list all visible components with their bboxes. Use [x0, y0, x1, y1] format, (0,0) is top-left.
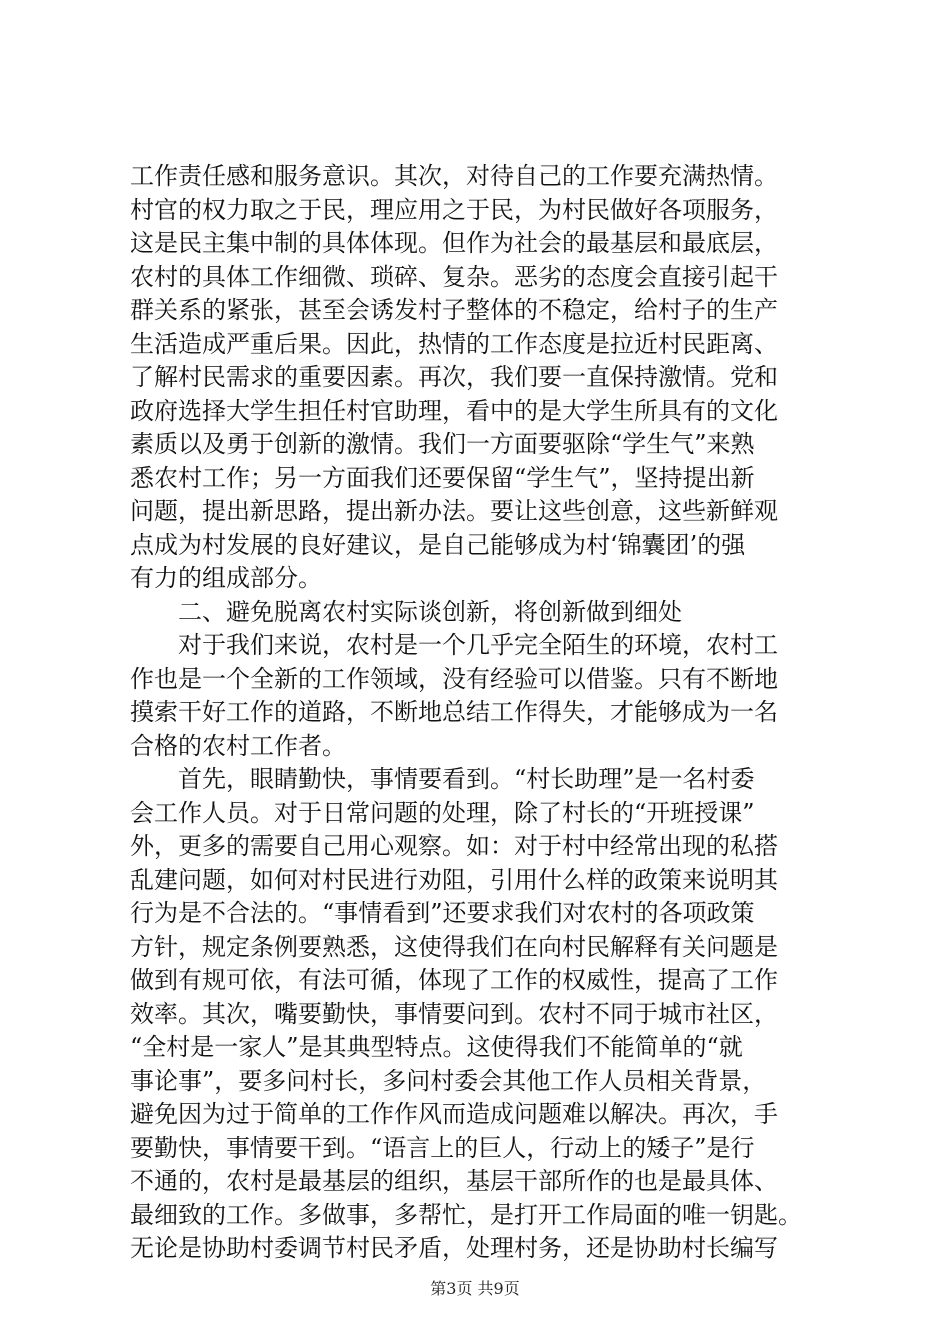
body-line: 点成为村发展的良好建议，是自己能够成为村‘锦囊团’的强 — [130, 530, 746, 559]
body-line: 了解村民需求的重要因素。再次，我们要一直保持激情。党和 — [130, 363, 778, 391]
body-line: 对于我们来说，农村是一个几乎完全陌生的环境，农村工 — [130, 631, 778, 659]
body-line: 首先，眼睛勤快，事情要看到。“村长助理”是一名村委 — [130, 765, 755, 793]
body-line: 生活造成严重后果。因此，热情的工作态度是拉近村民距离、 — [130, 329, 778, 358]
body-line: 不通的，农村是最基层的组织，基层干部所作的也是最具体、 — [130, 1167, 778, 1195]
body-line: 素质以及勇于创新的激情。我们一方面要驱除“学生气”来熟 — [130, 430, 755, 458]
page-number-label: 第3页 共9页 — [430, 1279, 520, 1298]
body-line: 避免因为过于简单的工作作风而造成问题难以解决。再次，手 — [130, 1100, 778, 1128]
body-line: 事论事”，要多问村长，多问村委会其他工作人员相关背景， — [130, 1066, 767, 1095]
body-line: 要勤快，事情要干到。“语言上的巨人，行动上的矮子”是行 — [130, 1133, 755, 1162]
body-line: 会工作人员。对于日常问题的处理，除了村长的“开班授课” — [130, 798, 755, 827]
body-line: 群关系的紧张，甚至会诱发村子整体的不稳定，给村子的生产 — [130, 296, 778, 324]
body-line: 最细致的工作。多做事，多帮忙，是打开工作局面的唯一钥匙。 — [130, 1200, 802, 1229]
body-line: 悉农村工作；另一方面我们还要保留“学生气”，坚持提出新 — [130, 463, 755, 492]
page-footer — [0, 1276, 950, 1299]
body-line: 无论是协助村委调节村民矛盾，处理村务，还是协助村长编写 — [130, 1234, 778, 1262]
body-line: 农村的具体工作细微、琐碎、复杂。恶劣的态度会直接引起干 — [130, 262, 778, 291]
body-line: 效率。其次，嘴要勤快，事情要问到。农村不同于城市社区， — [130, 999, 778, 1028]
body-line: 行为是不合法的。“事情看到”还要求我们对农村的各项政策 — [130, 899, 755, 927]
body-line: 乱建问题，如何对村民进行劝阻，引用什么样的政策来说明其 — [130, 865, 778, 894]
section-heading: 二、避免脱离农村实际谈创新，将创新做到细处 — [178, 597, 682, 626]
body-line: 外，更多的需要自己用心观察。如：对于村中经常出现的私搭 — [130, 832, 778, 860]
body-line: 政府选择大学生担任村官助理，看中的是大学生所具有的文化 — [130, 396, 778, 425]
body-line: 问题，提出新思路，提出新办法。要让这些创意，这些新鲜观 — [130, 497, 778, 525]
body-line: 工作责任感和服务意识。其次，对待自己的工作要充满热情。 — [130, 162, 778, 190]
body-line: “全村是一家人”是其典型特点。这使得我们不能简单的“就 — [130, 1033, 743, 1061]
body-line: 方针，规定条例要熟悉，这使得我们在向村民解释有关问题是 — [130, 932, 778, 961]
body-line: 村官的权力取之于民，理应用之于民，为村民做好各项服务， — [130, 195, 778, 224]
body-line: 合格的农村工作者。 — [130, 731, 346, 760]
body-line: 摸索干好工作的道路，不断地总结工作得失，才能够成为一名 — [130, 698, 778, 726]
body-line: 有力的组成部分。 — [130, 564, 322, 592]
document-body — [130, 160, 830, 1266]
body-line: 作也是一个全新的工作领域，没有经验可以借鉴。只有不断地 — [130, 664, 778, 693]
body-line: 这是民主集中制的具体体现。但作为社会的最基层和最底层， — [130, 229, 778, 257]
body-line: 做到有规可依，有法可循，体现了工作的权威性，提高了工作 — [130, 966, 778, 994]
